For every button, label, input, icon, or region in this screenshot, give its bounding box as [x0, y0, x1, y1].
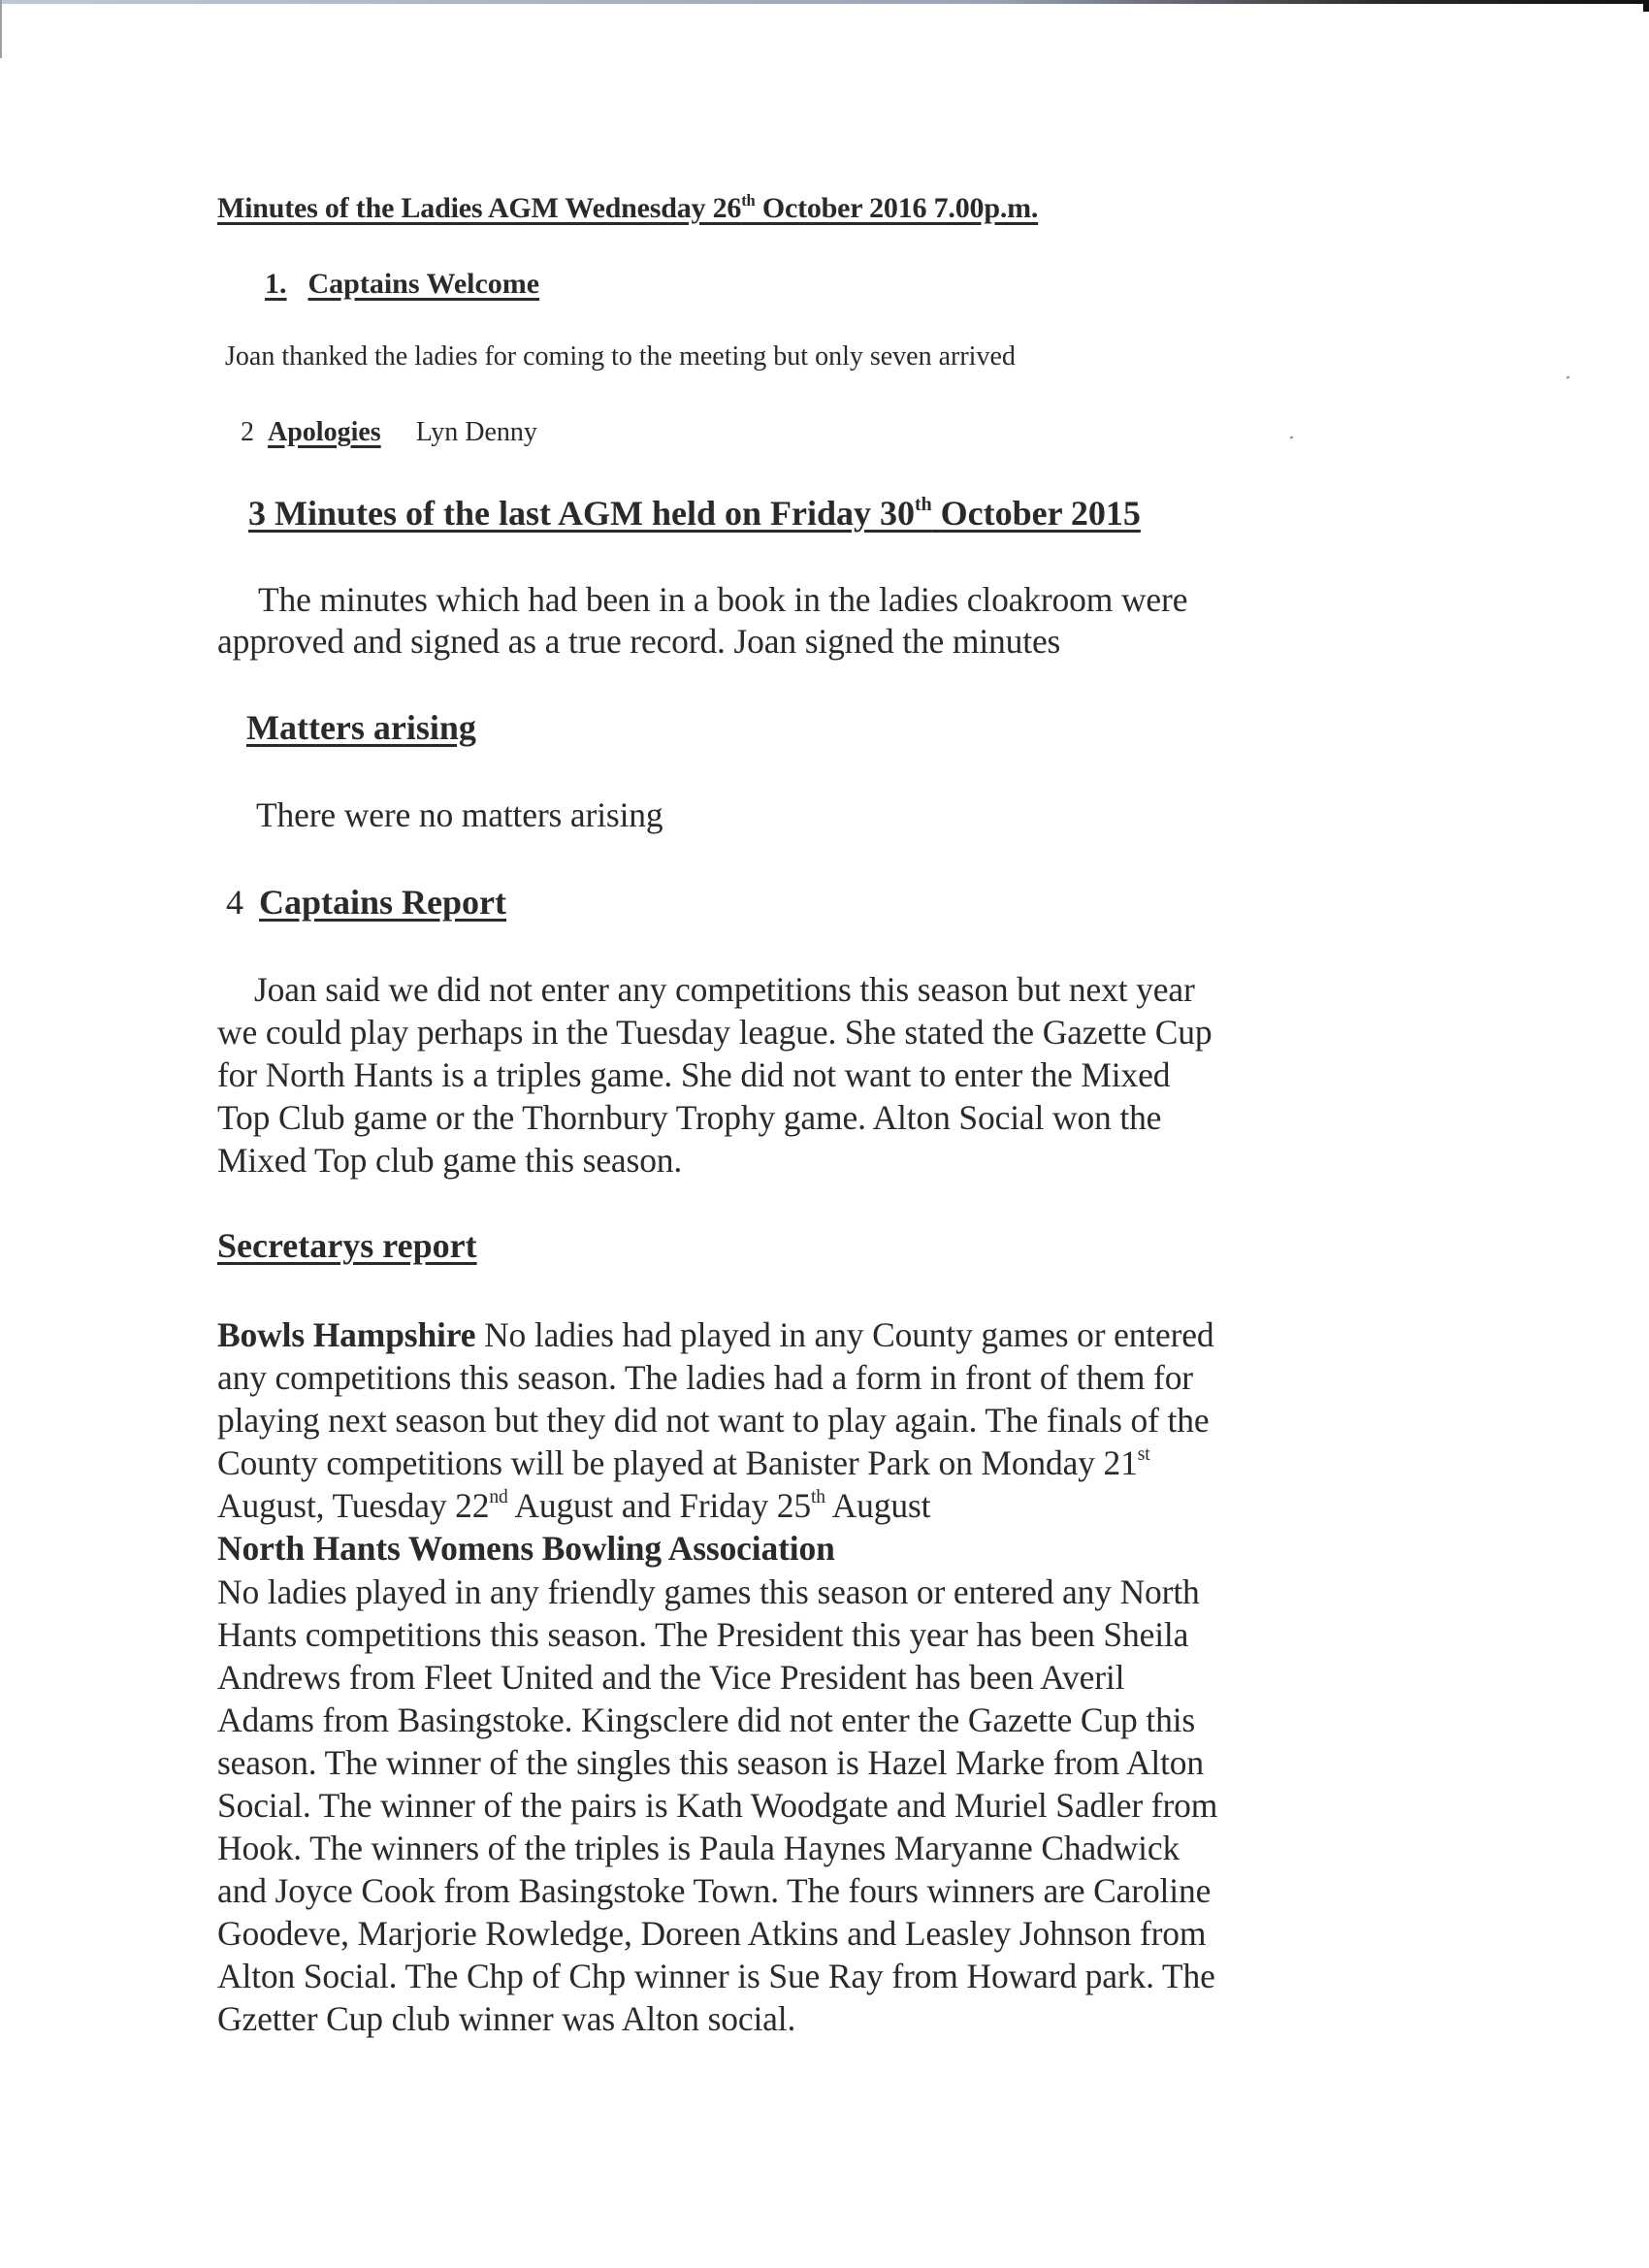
matters-arising-text: There were no matters arising: [256, 795, 663, 834]
section-1-heading: [265, 268, 539, 301]
date-superscript: st: [1137, 1444, 1150, 1466]
paragraph-text: No ladies had played in any County games or entered: [475, 1315, 1214, 1354]
section-number: 1.: [265, 268, 287, 300]
paragraph-line: [217, 1442, 1149, 1483]
section-heading-text: Captains Welcome: [307, 268, 540, 300]
paragraph-line: The minutes which had been in a book in the ladies cloakroom were: [258, 580, 1188, 619]
section-1-text: Joan thanked the ladies for coming to the meeting but only seven arrived: [225, 341, 1016, 372]
paragraph-line: [217, 1485, 930, 1526]
paragraph-line: Alton Social. The Chp of Chp winner is Sue Ray from Howard park. The: [217, 1957, 1215, 1995]
paragraph-text: August, Tuesday 22: [217, 1486, 490, 1525]
section-heading-text: Captains Report: [259, 883, 507, 922]
section-heading-text: Apologies: [268, 417, 381, 447]
heading-superscript: th: [915, 494, 932, 516]
paragraph-line: approved and signed as a true record. Joan signed the minutes: [217, 622, 1061, 661]
paragraph-line: any competitions this season. The ladies had a form in front of them for: [217, 1358, 1193, 1397]
paragraph-line: Andrews from Fleet United and the Vice President has been Averil: [217, 1658, 1125, 1697]
paragraph-line: and Joyce Cook from Basingstoke Town. The fours winners are Caroline: [217, 1871, 1212, 1910]
section-number: 4: [226, 883, 243, 922]
paragraph-line: Social. The winner of the pairs is Kath Woodgate and Muriel Sadler from: [217, 1786, 1218, 1825]
section-3-heading: [248, 493, 1141, 534]
paragraph-line: Mixed Top club game this season.: [217, 1141, 683, 1180]
paragraph-line: Joan said we did not enter any competitions this season but next year: [254, 970, 1195, 1009]
paragraph-line: Adams from Basingstoke. Kingsclere did not enter the Gazette Cup this: [217, 1701, 1196, 1739]
page-title: [217, 192, 1038, 225]
paragraph-text: County competitions will be played at Banister Park on Monday 21: [217, 1443, 1138, 1482]
scan-speck: [1567, 375, 1570, 378]
title-text: Minutes of the Ladies AGM Wednesday 26: [217, 192, 742, 224]
matters-arising-heading: Matters arising: [246, 708, 476, 747]
scan-edge-left: [0, 0, 2, 58]
paragraph-line: playing next season but they did not want to play again. The finals of the: [217, 1401, 1210, 1440]
section-heading-text: 3 Minutes of the last AGM held on Friday 30: [248, 494, 916, 533]
paragraph-line: Top Club game or the Thornbury Trophy game. Alton Social won the: [217, 1098, 1162, 1137]
title-superscript: th: [741, 190, 756, 210]
north-hants-heading: North Hants Womens Bowling Association: [217, 1529, 835, 1568]
paragraph-line: [217, 1314, 1214, 1355]
paragraph-text: August: [824, 1486, 931, 1525]
section-heading-text-end: October 2015: [931, 494, 1141, 533]
section-2: [241, 417, 537, 448]
title-text-end: October 2016 7.00p.m.: [755, 192, 1039, 224]
section-number: 2: [241, 417, 254, 447]
bowls-hampshire-label: Bowls Hampshire: [217, 1315, 476, 1354]
date-superscript: nd: [489, 1487, 508, 1508]
paragraph-line: season. The winner of the singles this season is Hazel Marke from Alton: [217, 1743, 1204, 1782]
secretary-report-heading: Secretarys report: [217, 1226, 477, 1265]
paragraph-line: Goodeve, Marjorie Rowledge, Doreen Atkins and Leasley Johnson from: [217, 1914, 1207, 1953]
paragraph-line: No ladies played in any friendly games this season or entered any North: [217, 1572, 1200, 1611]
scan-edge-top: [0, 0, 1649, 4]
paragraph-text: August and Friday 25: [507, 1486, 811, 1525]
paragraph-line: Hook. The winners of the triples is Paula Haynes Maryanne Chadwick: [217, 1829, 1180, 1867]
paragraph-line: Hants competitions this season. The President this year has been Sheila: [217, 1615, 1189, 1654]
scan-speck: [1290, 436, 1294, 438]
section-4-heading: [226, 882, 506, 923]
paragraph-line: for North Hants is a triples game. She did not want to enter the Mixed: [217, 1055, 1171, 1094]
paragraph-line: we could play perhaps in the Tuesday league. She stated the Gazette Cup: [217, 1013, 1212, 1052]
apologies-names: Lyn Denny: [415, 417, 537, 447]
scan-edge-corner: [1643, 0, 1649, 12]
date-superscript: th: [811, 1487, 825, 1508]
paragraph-line: Gzetter Cup club winner was Alton social.: [217, 1999, 796, 2038]
